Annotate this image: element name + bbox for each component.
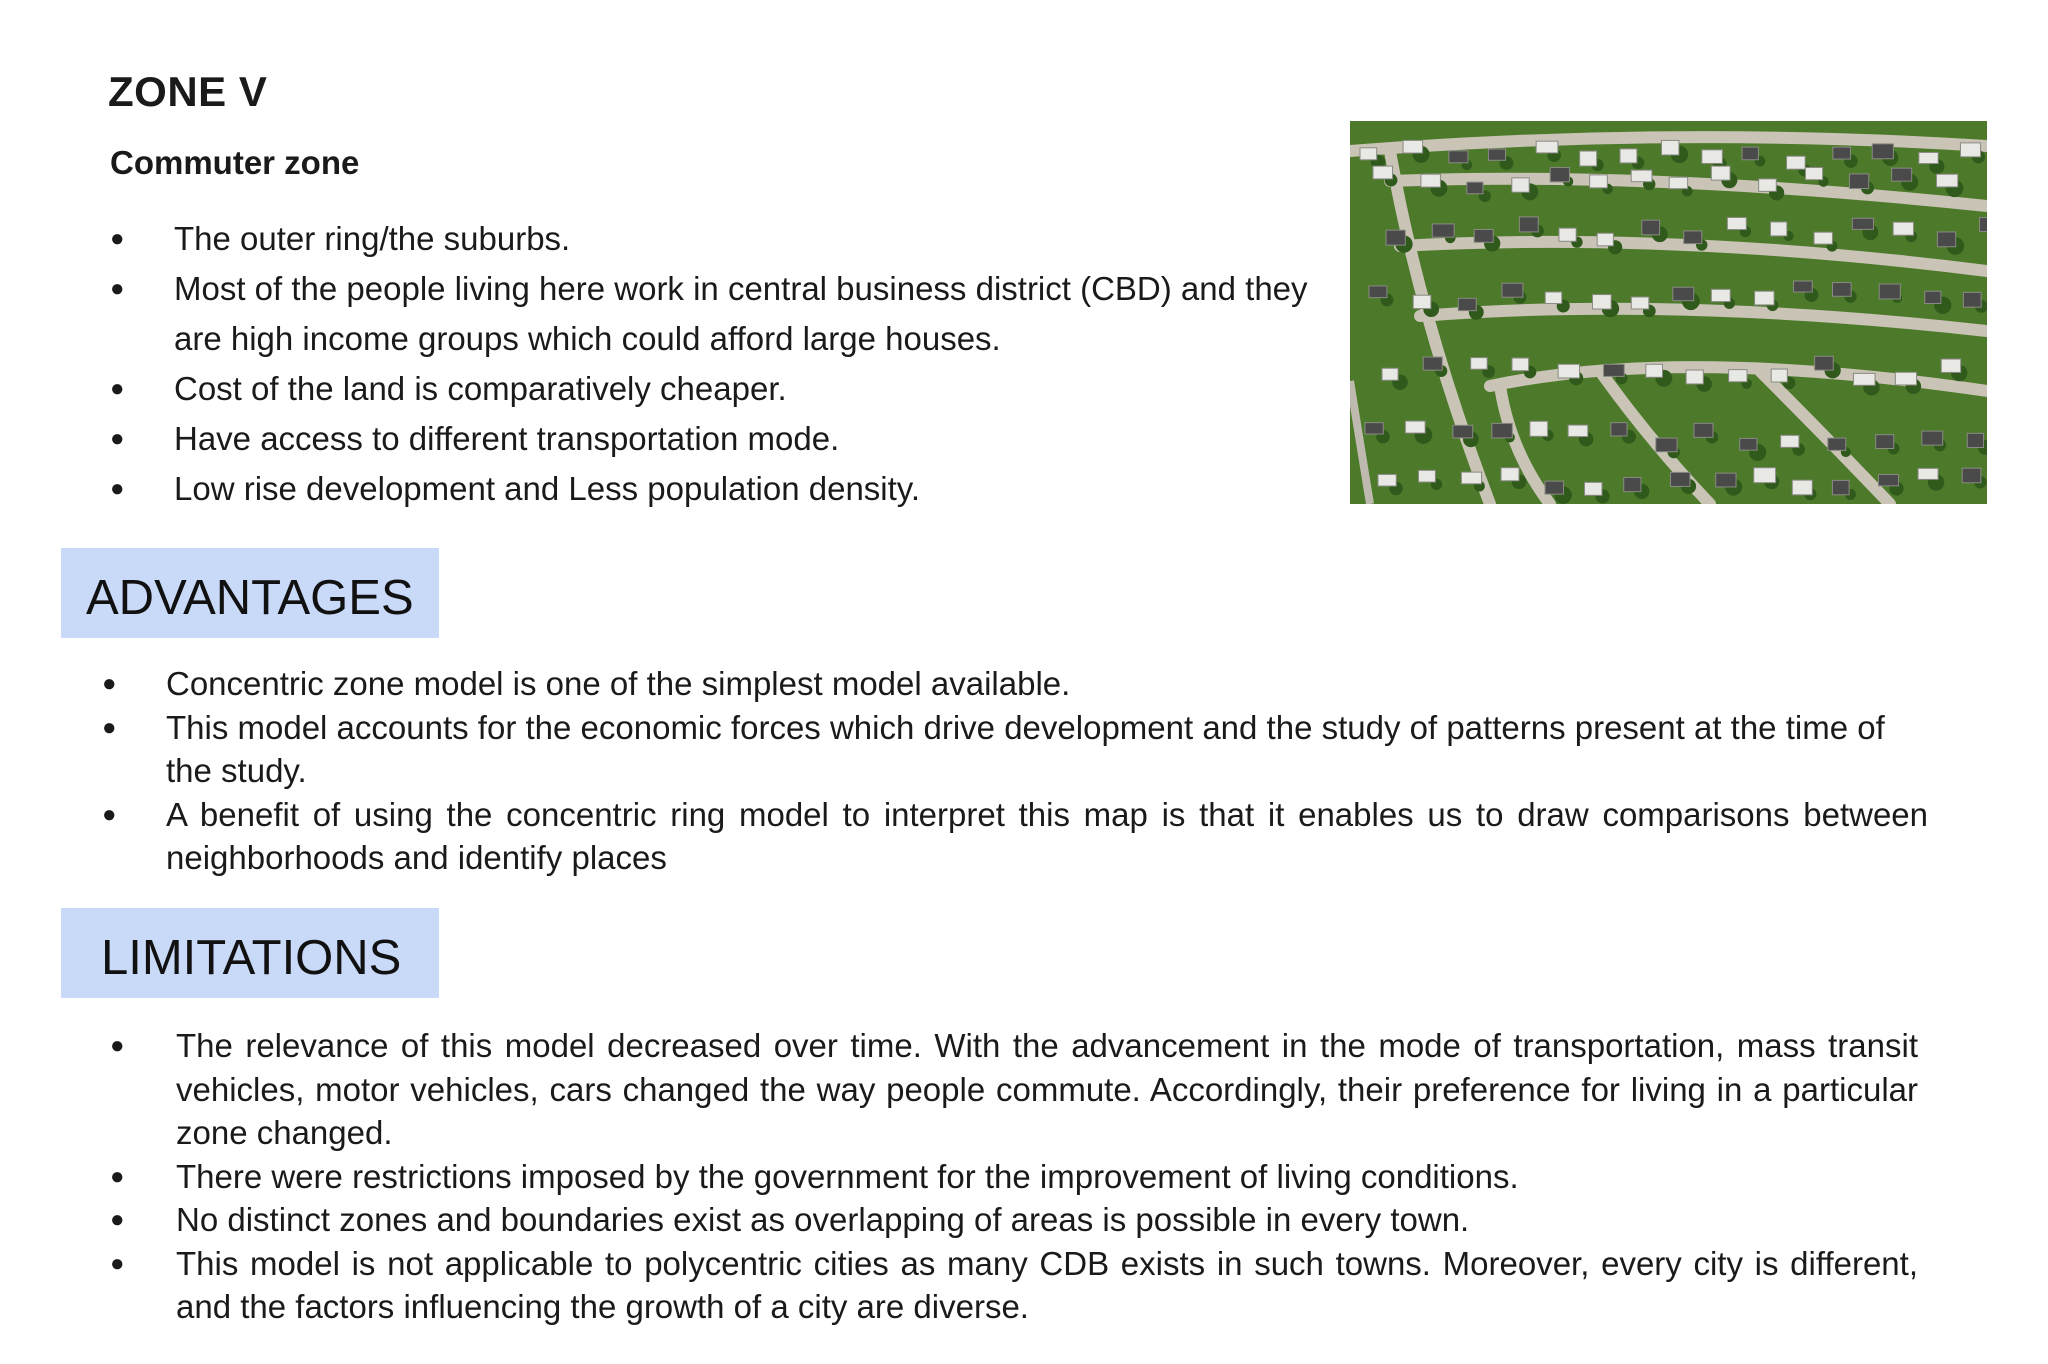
house-roof: [1558, 364, 1579, 378]
house-roof: [1512, 358, 1529, 371]
advantages-list: [102, 662, 1928, 880]
house-roof: [1787, 156, 1806, 169]
house-roof: [1461, 472, 1481, 484]
house-roof: [1922, 431, 1943, 445]
house-roof: [1936, 174, 1957, 187]
house-roof: [1892, 168, 1912, 181]
house-roof: [1403, 140, 1423, 153]
house-roof: [1545, 481, 1563, 494]
house-roof: [1631, 170, 1652, 182]
house-roof: [1661, 140, 1678, 155]
house-roof: [1872, 144, 1893, 159]
house-roof: [1670, 472, 1689, 486]
house-roof: [1373, 166, 1393, 179]
house-roof: [1918, 468, 1938, 479]
house-roof: [1536, 141, 1558, 153]
house-roof: [1960, 143, 1980, 157]
zone-title: ZONE V: [108, 68, 268, 115]
house-roof: [1568, 425, 1588, 436]
zone-bullet-list: [110, 214, 1310, 514]
list-item: ● There were restrictions imposed by the government for the improvement of living conditions.: [110, 1155, 1918, 1199]
house-roof: [1828, 438, 1846, 450]
house-roof: [1832, 283, 1851, 297]
zone-subtitle: Commuter zone: [110, 144, 360, 181]
advantages-heading: ADVANTAGES: [86, 571, 414, 625]
house-roof: [1754, 468, 1776, 483]
house-roof: [1631, 297, 1648, 309]
limitations-list: [110, 1024, 1918, 1329]
house-roof: [1893, 222, 1913, 235]
house-roof: [1502, 283, 1523, 297]
house-roof: [1656, 438, 1677, 452]
house-roof: [1967, 433, 1983, 447]
house-roof: [1727, 218, 1746, 230]
house-roof: [1642, 220, 1660, 235]
list-item: ● Low rise development and Less population density.: [110, 464, 1310, 514]
house-roof: [1770, 222, 1786, 236]
list-item: ● No distinct zones and boundaries exist as overlapping of areas is possible in every town.: [110, 1198, 1918, 1242]
house-roof: [1673, 287, 1694, 300]
house-roof: [1879, 284, 1900, 299]
house-roof: [1805, 167, 1822, 179]
house-roof: [1365, 423, 1383, 434]
house-roof: [1686, 370, 1703, 384]
list-item: ● Concentric zone model is one of the simplest model available.: [102, 662, 1928, 706]
house-roof: [1895, 372, 1916, 385]
house-roof: [1590, 175, 1608, 188]
list-item: ● This model accounts for the economic forces which drive development and the study of patterns present at the time of the study.: [102, 706, 1928, 793]
list-item: ● Cost of the land is comparatively cheaper.: [110, 364, 1310, 414]
house-roof: [1941, 359, 1960, 372]
list-item: ● This model is not applicable to polycentric cities as many CDB exists in such towns. Moreover, every city is different, and the factors influencing the growth of a city are diverse.: [110, 1242, 1918, 1329]
house-roof: [1755, 291, 1775, 305]
house-roof: [1669, 177, 1687, 188]
advantages-banner: [61, 548, 439, 638]
house-roof: [1592, 295, 1611, 309]
house-roof: [1878, 474, 1898, 485]
house-roof: [1742, 147, 1758, 160]
house-roof: [1794, 281, 1813, 292]
house-roof: [1550, 167, 1569, 181]
house-roof: [1501, 468, 1519, 481]
house-roof: [1962, 468, 1981, 483]
house-roof: [1781, 435, 1799, 447]
house-roof: [1492, 423, 1512, 437]
limitations-heading: LIMITATIONS: [101, 931, 402, 985]
house-roof: [1925, 291, 1941, 303]
house-roof: [1449, 151, 1468, 163]
house-roof: [1519, 217, 1538, 232]
house-roof: [1458, 298, 1476, 310]
house-roof: [1792, 480, 1812, 495]
house-roof: [1382, 368, 1398, 380]
house-roof: [1413, 295, 1431, 308]
house-roof: [1684, 231, 1702, 244]
house-roof: [1937, 232, 1955, 247]
house-roof: [1471, 358, 1487, 370]
house-roof: [1876, 435, 1894, 449]
house-roof: [1620, 149, 1637, 163]
house-roof: [1488, 149, 1505, 160]
list-item: ● The outer ring/the suburbs.: [110, 214, 1310, 264]
house-roof: [1740, 438, 1757, 450]
house-roof: [1833, 147, 1851, 159]
house-roof: [1814, 232, 1832, 244]
house-roof: [1963, 292, 1981, 307]
house-roof: [1432, 224, 1454, 237]
house-roof: [1467, 182, 1483, 194]
house-roof: [1771, 369, 1787, 382]
house-roof: [1611, 423, 1627, 436]
house-roof: [1423, 357, 1442, 370]
house-roof: [1624, 477, 1641, 491]
house-roof: [1584, 482, 1601, 495]
list-item: ● Most of the people living here work in central business district (CBD) and they are high income groups which could afford large houses.: [110, 264, 1334, 364]
house-roof: [1597, 233, 1613, 246]
house-roof: [1919, 152, 1938, 163]
house-roof: [1559, 228, 1576, 241]
list-item: ● Have access to different transportation mode.: [110, 414, 1310, 464]
house-roof: [1545, 292, 1562, 304]
house-roof: [1759, 179, 1777, 191]
house-roof: [1580, 151, 1597, 166]
house-roof: [1419, 470, 1436, 482]
house-roof: [1711, 289, 1730, 301]
house-roof: [1852, 218, 1873, 229]
house-roof: [1530, 421, 1548, 436]
house-roof: [1694, 423, 1713, 437]
house-roof: [1646, 364, 1663, 377]
list-item: ● A benefit of using the concentric ring model to interpret this map is that it enables us to draw comparisons between neighborhoods and identify places: [102, 793, 1928, 880]
house-roof: [1711, 166, 1730, 180]
house-roof: [1815, 356, 1834, 370]
house-roof: [1378, 474, 1396, 486]
limitations-banner: [61, 908, 439, 998]
house-roof: [1853, 373, 1875, 385]
house-roof: [1980, 218, 1987, 232]
house-roof: [1369, 286, 1387, 298]
house-roof: [1604, 364, 1625, 376]
house-roof: [1832, 480, 1849, 494]
house-roof: [1716, 473, 1736, 487]
suburb-aerial-photo: [1350, 121, 1987, 504]
house-roof: [1421, 174, 1441, 187]
suburb-aerial-illustration: [1350, 121, 1987, 504]
house-roof: [1360, 148, 1377, 160]
house-roof: [1386, 230, 1405, 245]
house-roof: [1474, 230, 1493, 243]
house-roof: [1849, 174, 1868, 189]
list-item: ● The relevance of this model decreased over time. With the advancement in the mode of transportation, mass transit vehicles, motor vehicles, cars changed the way people commute. Accordingly, their preference for living in a particular zone changed.: [110, 1024, 1918, 1155]
house-roof: [1453, 425, 1473, 438]
house-roof: [1512, 178, 1529, 192]
house-roof: [1702, 150, 1723, 164]
house-roof: [1405, 421, 1425, 433]
house-roof: [1729, 370, 1747, 382]
